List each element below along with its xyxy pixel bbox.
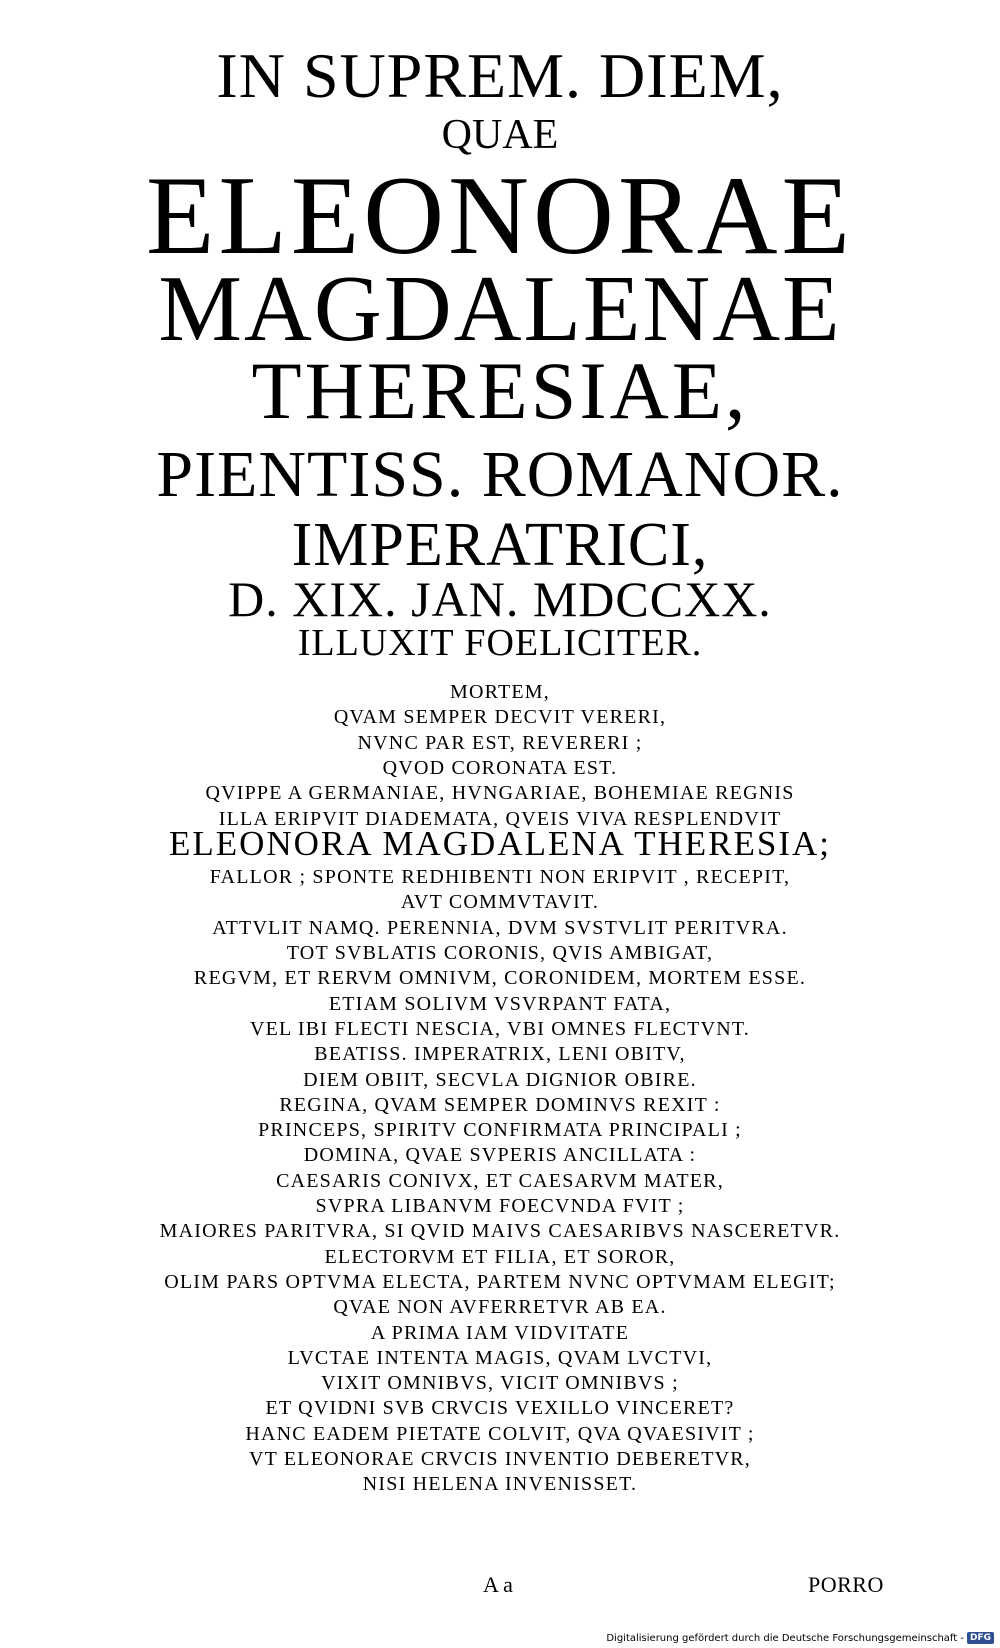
title-line-2: QUAE [441,112,559,158]
catchword: PORRO [808,1572,884,1597]
body-line: ELEONORA MAGDALENA THERESIA; [168,823,831,863]
body-line: NISI HELENA INVENISSET. [362,1473,638,1496]
body-line: NVNC PAR EST, REVERERI ; [357,731,643,754]
body-line: BEATISS. IMPERATRIX, LENI OBITV, [314,1043,686,1066]
body-line: VEL IBI FLECTI NESCIA, VBI OMNES FLECTVNT. [249,1017,751,1040]
title-line-9: ILLUXIT FOELICITER. [297,622,703,664]
body-line: MAIORES PARITVRA, SI QVID MAIVS CAESARIBVS NASCERETVR. [159,1220,841,1243]
body-line: VT ELEONORAE CRVCIS INVENTIO DEBERETVR, [248,1448,752,1470]
signature-mark: A a [483,1572,513,1597]
title-line-8: D. XIX. JAN. MDCCXX. [228,571,772,627]
body-line: A PRIMA IAM VIDVITATE [370,1321,630,1344]
body-line: DOMINA, QVAE SVPERIS ANCILLATA : [303,1144,697,1167]
body-line: VIXIT OMNIBVS, VICIT OMNIBVS ; [321,1372,679,1395]
body-line: PRINCEPS, SPIRITV CONFIRMATA PRINCIPALI ; [258,1119,742,1142]
body-line: QVIPPE A GERMANIAE, HVNGARIAE, BOHEMIAE REGNIS [205,782,795,805]
body-line: OLIM PARS OPTVMA ELECTA, PARTEM NVNC OPTVMAM ELEGIT; [164,1270,836,1293]
body-line: QVAM SEMPER DECVIT VERERI, [333,706,667,729]
body-line: ELECTORVM ET FILIA, ET SOROR, [324,1245,676,1268]
body-line: QVAE NON AVFERRETVR AB EA. [333,1296,667,1319]
body-line: AVT COMMVTAVIT. [400,891,600,914]
title-line-4: MAGDALENAE [158,257,842,361]
body-line: LVCTAE INTENTA MAGIS, QVAM LVCTVI, [287,1346,713,1369]
body-line: ETIAM SOLIVM VSVRPANT FATA, [328,992,672,1015]
body-line: MORTEM, [450,681,550,703]
body-line: FALLOR ; SPONTE REDHIBENTI NON ERIPVIT , RECEPIT, [209,866,791,889]
body-line: ATTVLIT NAMQ. PERENNIA, DVM SVSTVLIT PERITVRA. [212,916,788,939]
body-line: REGINA, QVAM SEMPER DOMINVS REXIT : [279,1093,721,1116]
body-line: CAESARIS CONIVX, ET CAESARVM MATER, [276,1169,724,1192]
body-line: QVOD CORONATA EST. [382,756,618,779]
body-line: SVPRA LIBANVM FOECVNDA FVIT ; [315,1195,685,1217]
body-line: DIEM OBIIT, SECVLA DIGNIOR OBIRE. [303,1068,697,1091]
title-line-6: PIENTISS. ROMANOR. [156,438,844,511]
body-line: REGVM, ET RERVM OMNIVM, CORONIDEM, MORTEM ESSE. [193,967,807,990]
body-line: TOT SVBLATIS CORONIS, QVIS AMBIGAT, [286,942,714,964]
title-line-5: THERESIAE, [251,345,749,436]
dfg-logo: DFG [967,1632,994,1644]
title-line-7: IMPERATRICI, [291,511,709,579]
body-line: ET QVIDNI SVB CRVCIS VEXILLO VINCERET? [265,1397,735,1420]
digitization-footer [606,1632,994,1644]
title-line-3: ELEONORAE [146,154,854,278]
body-line: HANC EADEM PIETATE COLVIT, QVA QVAESIVIT ; [245,1422,755,1445]
footer-text: Digitalisierung gefördert durch die Deutsche Forschungsgemeinschaft - [606,1632,964,1644]
body-line: ILLA ERIPVIT DIADEMATA, QVEIS VIVA RESPLENDVIT [218,807,782,830]
title-line-1: IN SUPREM. DIEM, [216,40,784,111]
